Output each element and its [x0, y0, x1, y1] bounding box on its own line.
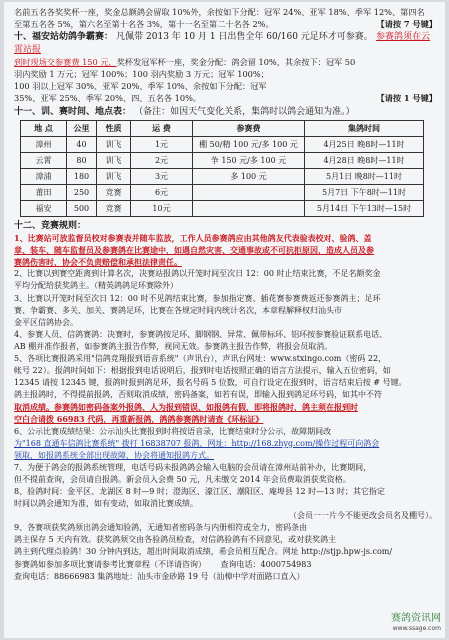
- rule-9-line-1: 9、各赛项获奖鸽须出鸽会通知验鸽，无通知者密码条与内册相符或全力，密码条由: [14, 523, 308, 533]
- document-page: [4, 2, 445, 638]
- rule-4-line-1: 4、参赛人员、信鸽赛鸽：决赛时，参赛鸽按足环、脚钢钢、异常、佩带标环、铝环按参赛验证联系电话、: [14, 329, 388, 339]
- section-12-title: 十二、竞赛规则：: [14, 220, 87, 231]
- rule-2-line-2: 平均分配给获奖鸽主。（精英鸽鸽足环赛除外）: [14, 281, 178, 291]
- rule-6-line-3: 领取，如报鸽系统全部出现故障，协会将通知报鸽方式。: [14, 450, 214, 460]
- section-11-title: 十一、训、赛时间、地点表： （备注：如因天气变化关系，集鸽时以鸽会通知为准。）: [14, 106, 355, 117]
- section-10-line-4: 100 羽以上冠军 30%、亚军 20%、季军 10%、余按如下分配：冠军: [14, 81, 267, 92]
- watermark-url: www.ssage.com: [392, 625, 441, 632]
- col-header-location: 地 点: [21, 120, 67, 136]
- table-row: 云霄 80 训飞 2元 争 150 元/多 100 元 4月28日 晚8时—11时: [21, 152, 424, 168]
- footer: [14, 559, 437, 584]
- section-11-note: （备注：如因天气变化关系，集鸽时以鸽会通知为准。）: [134, 106, 355, 117]
- col-header-km: 公里: [67, 120, 97, 136]
- rule-1-line-3: 赛鸽伤害时，协会不负责赔偿和承担法律责任。: [14, 257, 182, 268]
- section-10-rule: 凡佩带 2013 年 10 月 1 日出售全年 60/160 元足环才可参赛。: [116, 32, 373, 43]
- rule-5-line-6: 空白合请拨 66983 代码，再重新报鸽，鸽鸽参赛鸽时请查《环标证》: [14, 414, 264, 425]
- intro-line-2: [14, 18, 437, 30]
- intro-text: 至第五名各 5%，第六名至第十名各 3%，第十一名至第二十名各 2%。: [14, 19, 274, 30]
- intro-line-1: 名前五名各奖奖杯一座，奖金总额鸽会留取 10%外，余按如下分配：冠军 24%、亚军 18%、季军 12%、第四名: [14, 7, 425, 17]
- watermark-brand: 赛鸽资讯网: [391, 613, 441, 624]
- rule-6-line-2: 为"168 直通车信鸽比赛系统" 拨打 16838707 报鸽，网址：http://168.zhyg.com/操作过程可向鸽会: [14, 438, 380, 448]
- rule-5-line-5: 取消成绩。参赛鸽如密码备案外报鸽、人为报到错误、如报鸽有假，即将报鸽时，鸽主须在报到时: [14, 402, 358, 413]
- table-row: 漳州 40 训飞 1元 棚 50/精 100 元/多 100 元 4月25日 晚8时—11时: [21, 136, 424, 152]
- rule-2-line-1: 2、比赛以到赛空距离到计算名次，决赛站报鸽以开笼时间至次日 12：00 时止结束比赛，不足名额奖金: [14, 269, 381, 279]
- rules-body: [14, 232, 437, 559]
- site-watermark: [391, 614, 441, 634]
- rule-8-line-1: 8、验鸽时间：金平区、龙湖区 8 时—9 时；澄海区、濠江区、潮阳区、庵埠县 12 时—13 时；其它指定: [14, 487, 385, 496]
- section-10-highlight: 参赛鸽须在云霄站报: [14, 32, 430, 55]
- query-label: 查询电话：: [220, 559, 261, 569]
- col-header-fare: 运 费: [131, 120, 193, 136]
- rule-3-line-1: 3、比赛以开笼时间至次日 12：00 时不见鸽结束比赛，参加指定赛、插花赛参赛费返还参赛鸽主；足环: [14, 293, 381, 303]
- schedule-table: [20, 120, 424, 217]
- key-hint: 【请按 1 号键】: [376, 93, 437, 104]
- col-header-type: 性质: [97, 120, 131, 136]
- rule-9-line-3: 鸽主到代理点验鸽！30 分钟内到达，超出时间取消成绩，希会员相互配合。网址 http://stjp.hpw-js.com/: [14, 547, 393, 557]
- rule-1-line-2: 章、装车、随车监督员及参赛鸽在比赛途中，如遇自然灾害、交通事故或不可抗拒原因，造成人员及参: [14, 245, 374, 256]
- section-10-line-2: 到时现场交参赛费 150 元，奖杯发冠军杯一座，奖金分配：鸽会留 10%，其余按下：冠军 50: [14, 56, 356, 67]
- section-10-line-3: 羽内奖励 1 万元；冠军 100%；100 羽内奖励 3 万元；冠军 100%；: [14, 69, 269, 80]
- table-row: 莆田 250 竞赛 6元 5月7日 下午8时—11时: [21, 184, 424, 200]
- table-row: 福安 500 竞赛 10元 5月14日 下午13时—15时: [21, 200, 424, 216]
- schedule-header-row: [21, 120, 424, 136]
- col-header-fee: 参赛费: [193, 120, 305, 136]
- rule-6-line-1: 6、公示比赛成绩结果：公示汕头比赛报到时将按语音录，比赛结束时分公示，故障期间改: [14, 426, 332, 436]
- section-10-title: 十、福安站幼鸽争霸赛： 凡佩带 2013 年 10 月 1 日出售全年 60/160 元足环才可参赛。 参赛鸽须在云霄站报: [14, 32, 430, 55]
- footer-line-1: 参赛鸽如参加多项比赛请参考比赛章程（不详请咨询） 查询电话：4000754983: [14, 559, 312, 569]
- table-row: 漳浦 180 训飞 3元 多 100 元 5月1日 晚8时—11时: [21, 168, 424, 184]
- key-hint: 【请按 7 号键】: [376, 19, 437, 30]
- rule-5-line-3: 12345 请按 12345 键，报鸽时报到鸽足环，报名号码 5 位数，可自行设定在报到时，语言结束后按 # 号键。: [14, 378, 407, 388]
- section-10-line-5: 35%、亚军 25%、季军 20%、四、五名各 10%。 【请按 1 号键】: [14, 93, 437, 104]
- rule-9-line-2: 鸽主保存 5 天内有效。获奖鸽须交由各验鸽员检查，对信鸽验鸽有不同意见，或对获奖鸽主: [14, 535, 337, 545]
- rule-8-line-2: 时间以鸽会通知为准，如有变动，如取消比赛成绩。: [14, 499, 198, 509]
- rule-5-line-4: 鸽主报鸽时，不得提前报鸽，否则取消成绩，密码备案，如若有误，即输入报到鸽足环号码，如其中不符: [14, 390, 382, 400]
- rule-1-line-1: 1、比赛站可放监督员校对参赛表并随车监放，工作人员参赛鸽应由其他鸽友代表验表校对、验鸽、盖: [14, 233, 372, 244]
- rule-3-line-3: 金平区信鸽协会。: [14, 317, 78, 327]
- rule-8-line-3: （会员一一片今不能更改会员名及棚号）。: [289, 511, 437, 521]
- footer-line-2: 查询电话：88666983 集鸽地址：汕头市金砂路 19 号（汕樟中学对面路口直入）: [14, 571, 305, 581]
- rule-3-line-2: 赛、争霸赛、多关、加关、赛鸽足环，比赛在各规定时间内统计名次，本章程解释权归汕头市: [14, 305, 342, 315]
- rule-5-line-2: 帐号 22）。报鸽时间如下：根据报到电话说明后，报到时电话按照正确的语言方法提示，输入五位密码，如: [14, 366, 391, 376]
- rule-7-line-1: 7、为便于鸽会的报鸽系统管理，电话号码未报鸽鸽会输入电脑的会员请在漳州站前补办，比赛期间，: [14, 462, 372, 472]
- rule-5-line-1: 5、各项比赛报鸽采用"信鸽竞翔报到语音系统"（声讯台），声讯台网址：www.stxingo.com（密码 22，: [14, 353, 387, 363]
- rule-4-line-2: AB 棚并准作报者，如参赛鸽主报告作弊，视同无效。参赛鸽主报告作弊，将报会员取消。: [14, 341, 333, 351]
- col-header-time: 集鸽时间: [305, 120, 424, 136]
- rule-7-line-2: 但不提前查询，会员请自报鸽。新会员入会费 50 元，凡未缴交 2014 年会员费取消获奖资格。: [14, 474, 351, 484]
- query-phone: 4000754983: [260, 559, 312, 569]
